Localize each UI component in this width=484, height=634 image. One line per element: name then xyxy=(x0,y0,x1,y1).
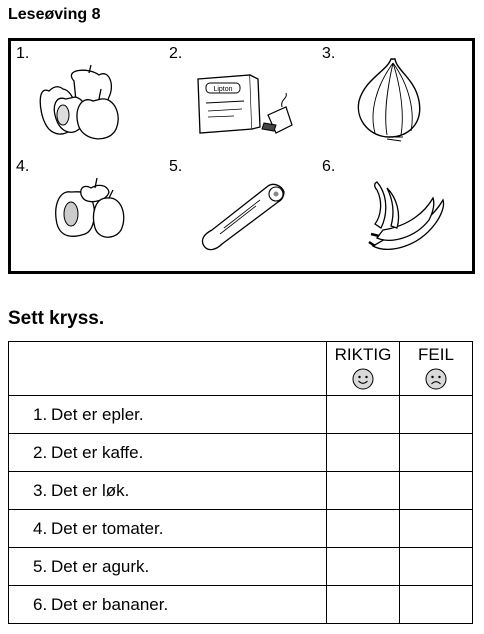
table-row xyxy=(9,586,473,624)
table-row xyxy=(9,548,473,586)
riktig-checkbox-cell[interactable] xyxy=(327,396,400,434)
picture-grid xyxy=(8,38,475,274)
question-number: 6. xyxy=(33,594,48,614)
riktig-checkbox-cell[interactable] xyxy=(327,548,400,586)
column-label: FEIL xyxy=(418,345,454,364)
table-row xyxy=(9,396,473,434)
feil-checkbox-cell[interactable] xyxy=(400,434,473,472)
bell-peppers-icon xyxy=(11,154,164,266)
feil-checkbox-cell[interactable] xyxy=(400,586,473,624)
picture-number: 3. xyxy=(322,45,336,62)
tea-brand-label: Lipton xyxy=(213,86,233,93)
riktig-checkbox-cell[interactable] xyxy=(327,472,400,510)
feil-checkbox-cell[interactable] xyxy=(400,548,473,586)
picture-number: 6. xyxy=(322,158,336,175)
question-number: 3. xyxy=(33,480,48,500)
answer-table xyxy=(8,341,473,624)
picture-cell-6 xyxy=(317,154,470,266)
picture-cell-1 xyxy=(11,41,164,153)
picture-cell-3 xyxy=(317,41,470,153)
bananas-icon xyxy=(317,154,470,266)
picture-number: 5. xyxy=(169,158,183,175)
question-number: 5. xyxy=(33,556,48,576)
picture-number: 2. xyxy=(169,45,183,62)
question-cell xyxy=(9,396,327,434)
question-cell xyxy=(9,510,327,548)
question-text: Det er bananer. xyxy=(51,594,169,614)
apples-icon xyxy=(11,41,164,153)
question-text: Det er tomater. xyxy=(51,518,164,538)
picture-cell-2 xyxy=(164,41,317,153)
instruction-heading: Sett kryss. xyxy=(8,308,105,329)
header-empty-cell xyxy=(9,342,327,396)
riktig-checkbox-cell[interactable] xyxy=(327,586,400,624)
question-text: Det er epler. xyxy=(51,404,144,424)
picture-number: 1. xyxy=(16,45,30,62)
onion-icon xyxy=(317,41,470,153)
table-row xyxy=(9,510,473,548)
feil-checkbox-cell[interactable] xyxy=(400,510,473,548)
question-cell xyxy=(9,586,327,624)
question-text: Det er agurk. xyxy=(51,556,150,576)
table-row xyxy=(9,472,473,510)
page-title: Leseøving 8 xyxy=(8,6,101,23)
question-text: Det er kaffe. xyxy=(51,442,144,462)
column-label: RIKTIG xyxy=(334,345,392,364)
table-row xyxy=(9,434,473,472)
question-text: Det er løk. xyxy=(51,480,130,500)
question-number: 4. xyxy=(33,518,48,538)
question-cell xyxy=(9,548,327,586)
question-cell xyxy=(9,472,327,510)
picture-cell-4 xyxy=(11,154,164,266)
column-header-riktig xyxy=(327,342,400,396)
riktig-checkbox-cell[interactable] xyxy=(327,510,400,548)
tea-box-icon xyxy=(164,41,317,153)
picture-number: 4. xyxy=(16,158,30,175)
picture-cell-5 xyxy=(164,154,317,266)
question-number: 1. xyxy=(33,404,48,424)
smiley-icon xyxy=(352,368,374,390)
table-header-row xyxy=(9,342,473,396)
question-number: 2. xyxy=(33,442,48,462)
frown-icon xyxy=(425,368,447,390)
feil-checkbox-cell[interactable] xyxy=(400,396,473,434)
question-cell xyxy=(9,434,327,472)
column-header-feil xyxy=(400,342,473,396)
riktig-checkbox-cell[interactable] xyxy=(327,434,400,472)
feil-checkbox-cell[interactable] xyxy=(400,472,473,510)
cucumber-icon xyxy=(164,154,317,266)
